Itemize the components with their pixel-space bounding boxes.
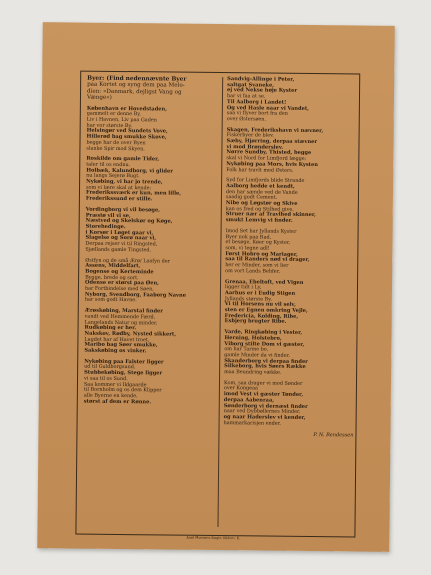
verse-line: begge har de over Byen xyxy=(86,139,146,147)
verse-line: som, vi tegne adl! xyxy=(225,245,270,252)
verse-line: Folk har travlt med Østers. xyxy=(226,166,294,174)
verse-line: Nyborg, Svendborg, Faaborg Navne xyxy=(84,291,186,299)
verse-line: Silkeborg, hvis Søers Række xyxy=(224,363,306,371)
verse-line: her er Minder, som vi lier xyxy=(225,262,289,269)
intro-stanza xyxy=(87,76,221,103)
verse-line: har Fortbindelse med Søen, xyxy=(84,285,154,293)
verse-line: et besøge, Køer og Kyster, xyxy=(225,239,291,247)
verse-line: vi mod Brønderslev. xyxy=(226,143,284,151)
verse-line: slanke Spir mod Skyen. xyxy=(86,145,145,152)
verse-stanza xyxy=(85,258,219,305)
verse-line: Roskilde om gamle Tider, xyxy=(86,155,160,163)
verse-line: Sandvig-Allinge i Peter, xyxy=(227,76,295,83)
verse-line: Præstø vil vi se, xyxy=(85,212,131,219)
verse-line: Sønderborg vi dernæst finder xyxy=(223,402,308,410)
verse-line: har som godt Havne. xyxy=(84,297,137,304)
verse-line: Fiskerbyer de blev. xyxy=(226,132,274,139)
verse-stanza xyxy=(224,381,358,428)
verse-stanza xyxy=(225,229,359,276)
verse-line: saa vi flyver bort fra den xyxy=(226,110,288,117)
verse-line: om vort Lands Behfer. xyxy=(225,267,281,275)
verse-line: Nykøbing, vi har jo trende, xyxy=(86,178,163,186)
verse-line: dien: »Danmark, dejligst Vang og xyxy=(87,88,182,96)
verse-line: til Bornholm og os dem Klipper xyxy=(83,386,162,394)
verse-line: gammelt er denne By, xyxy=(86,110,141,118)
verse-line: Imod Set har Jyllands Kyster xyxy=(225,227,297,235)
verse-line: har vor største By. xyxy=(86,122,133,129)
verse-line: over Østersøen. xyxy=(226,116,267,123)
verse-stanza xyxy=(84,359,218,406)
author-signature: P. N. Bendessen xyxy=(313,432,354,439)
verse-line: imod Vest vi gæster Tønder, xyxy=(223,391,304,399)
verse-line: smukt Lemvig vi finder. xyxy=(225,217,293,224)
verse-stanza xyxy=(226,178,360,225)
verse-line: maa Beundring vække. xyxy=(224,369,282,376)
verse-stanza xyxy=(85,208,219,255)
verse-stanza xyxy=(225,280,359,327)
verse-line: Grenaa, Ebeltoft, ved Vigen xyxy=(225,278,304,286)
verse-stanza xyxy=(84,309,218,356)
verse-line: Saa kommer vi Ildgaarde xyxy=(83,381,147,388)
verse-line: Kom, saa drager vi mod Sønder xyxy=(223,379,303,387)
verse-line: Holbæk, Kalundborg, vi glider xyxy=(86,167,173,175)
verse-line: Aarhus er i Eudig Stigen xyxy=(224,290,296,297)
verse-line: paa Kortet og syng dem paa Melo- xyxy=(87,82,185,90)
verse-line: over Kongeaa xyxy=(223,385,258,392)
verse-line: Bygge, brede og sort. xyxy=(85,274,139,281)
verse-line: Hillerød bag smukke Skove, xyxy=(86,133,167,141)
verse-stanza xyxy=(86,106,220,153)
verse-line: taler til os endnu. xyxy=(86,161,131,169)
verse-line: naar ved Dybbøllernes Minder, xyxy=(223,408,301,416)
verse-line: Vordingborg vi vil besøge, xyxy=(85,206,161,214)
verse-line: derpaa Aabenraa, xyxy=(223,396,275,404)
verse-line: Og ved Hasle naar vi Vandet, xyxy=(226,104,309,112)
verse-line: alle Byerne en kende, xyxy=(83,392,138,400)
verse-line: ud til Guldborgsund, xyxy=(84,364,136,371)
verse-line: har vi faa at se. xyxy=(226,93,266,100)
verse-line: Varde, Ringkøbing i Vester, xyxy=(224,329,303,337)
verse-line: som vi lære skal at kende; xyxy=(86,184,152,192)
verse-line: i Korsør i Løget gaar vi, xyxy=(85,229,154,237)
verse-line: vandt ved Hemmende Færd, xyxy=(84,313,156,321)
verse-line: Maribo bag Søer smukke, xyxy=(84,341,158,349)
verse-line: Frederikssund er stille. xyxy=(85,195,153,203)
verse-line: Helsingør ved Sundets Vove, xyxy=(86,128,168,135)
verse-line: Derpaa rejser vi til Ringsted, xyxy=(85,240,158,248)
verse-line: Frederikssværk er kun, men lille, xyxy=(85,190,182,198)
verse-line: Struer nær af Travlhed skinner, xyxy=(225,211,316,219)
verse-line: Assens, Middelfart, xyxy=(85,262,141,270)
verse-line: sten er Egnen omkring Vejle, xyxy=(224,307,308,314)
verse-line: Nykøbing paa Falster ligger xyxy=(84,358,164,366)
verse-line: ligger tidt i Ly, xyxy=(224,284,262,291)
verse-line: Byer nok paa Rad, xyxy=(225,233,272,241)
verse-line: Vænge«) xyxy=(86,94,112,102)
verse-line: Viborg stilte Dom vi gæster, xyxy=(224,340,305,348)
text-frame xyxy=(75,71,360,538)
verse-stanza xyxy=(224,330,358,377)
verse-line: Byer: (Find nedennævnte Byer xyxy=(87,75,187,83)
verse-line: Sjællands gamle Tingsted. xyxy=(85,246,152,254)
printer-imprint: Axel Morsens Bogtr. Kbhvn. K. xyxy=(186,535,241,541)
verse-line: København er Hovedstaden, xyxy=(86,105,168,113)
verse-line: Østfyn og de små Ærø/ Laafyn der xyxy=(85,257,171,265)
verse-line: og naar Haderslev vi kender, xyxy=(223,414,306,421)
left-column xyxy=(84,76,221,412)
verse-line: Først Hobro og Mariager, xyxy=(225,250,298,258)
verse-line: Rudkøbing er her. xyxy=(84,324,137,332)
verse-line: Odense er størst paa Øen, xyxy=(85,279,159,287)
verse-line: Vi til Horsens nu vil selv, xyxy=(224,301,296,309)
verse-line: Nakskov, Rødby, Nysted sikkert, xyxy=(84,330,177,338)
verse-line: Nørre Sundby, Thisted, begge xyxy=(226,149,312,157)
verse-line: Syd for Limfjords blide Strande xyxy=(226,177,305,185)
verse-line: Nykøbing paa Mors, hvis Kysten xyxy=(226,160,319,168)
verse-line: Nibe og Løgstør og Skive xyxy=(225,200,298,207)
verse-line: saltgat Svaneke, xyxy=(227,81,275,89)
songsheet-page xyxy=(37,22,394,552)
verse-line: gamle Minder da vi finder, xyxy=(224,352,290,359)
verse-line: Langelands Natur og minder, xyxy=(84,319,158,326)
verse-line: Jyllands største By. xyxy=(224,295,272,303)
verse-line: Slagelse og Sorø naar vi, xyxy=(85,235,157,242)
verse-line: saa til Randers nød vi drager, xyxy=(225,256,310,264)
verse-line: Storehedinge. xyxy=(85,223,126,231)
verse-line: ej ved Nekse høje Kyster xyxy=(227,87,298,95)
verse-line: Stubbekøbing, Stege ligger xyxy=(84,369,163,377)
verse-line: Aalborg hedde et kendt, xyxy=(226,183,295,190)
verse-line: om har Tarme bo, xyxy=(224,346,269,353)
verse-line: Sæby, Hjørring, derpaa stævner xyxy=(226,138,318,146)
verse-line: Fredericia, Kolding, Ribe, xyxy=(224,312,299,320)
verse-line: Næstved og Skelskør og Køge, xyxy=(85,217,173,225)
verse-line: Sakskøbing os vinker. xyxy=(84,347,147,355)
verse-line: saadig godt Cement. xyxy=(225,194,278,201)
verse-line: Esbjerg brugter Ribe. xyxy=(224,318,287,326)
verse-stanza xyxy=(227,77,361,124)
verse-line: størst af dem er Rønne. xyxy=(83,398,152,405)
verse-line: Til Aalborg i Landet! xyxy=(226,98,287,106)
verse-line: Skagen, Frederikshavn vi nævner, xyxy=(226,126,324,134)
verse-line: kan os fred og Stilhed give, xyxy=(225,205,294,213)
verse-line: vi saa til os Sund. xyxy=(84,375,128,382)
verse-line: Skanderborg vi derpaa finder xyxy=(224,357,308,365)
verse-line: nu langs Sejerø Bugt. xyxy=(86,172,140,180)
verse-stanza xyxy=(86,157,220,204)
verse-line: Lagdet har af Havet troet, xyxy=(84,336,150,343)
verse-line: hammarkarisjen ender. xyxy=(223,419,282,427)
verse-line: Bogense og Kerteminde xyxy=(85,268,154,276)
verse-line: den har sænde ved de Vande xyxy=(225,188,298,196)
verse-stanza xyxy=(226,128,360,175)
verse-line: Ærøskøbing, Marstal finder xyxy=(84,307,163,315)
verse-line: skal vi Nord for Limfjord lægge; xyxy=(226,155,307,163)
verse-line: Herning, Holstebro, xyxy=(224,334,282,342)
right-column xyxy=(223,77,361,439)
verse-line: Liv i Havnen, Liv paa Gaden xyxy=(86,116,157,124)
